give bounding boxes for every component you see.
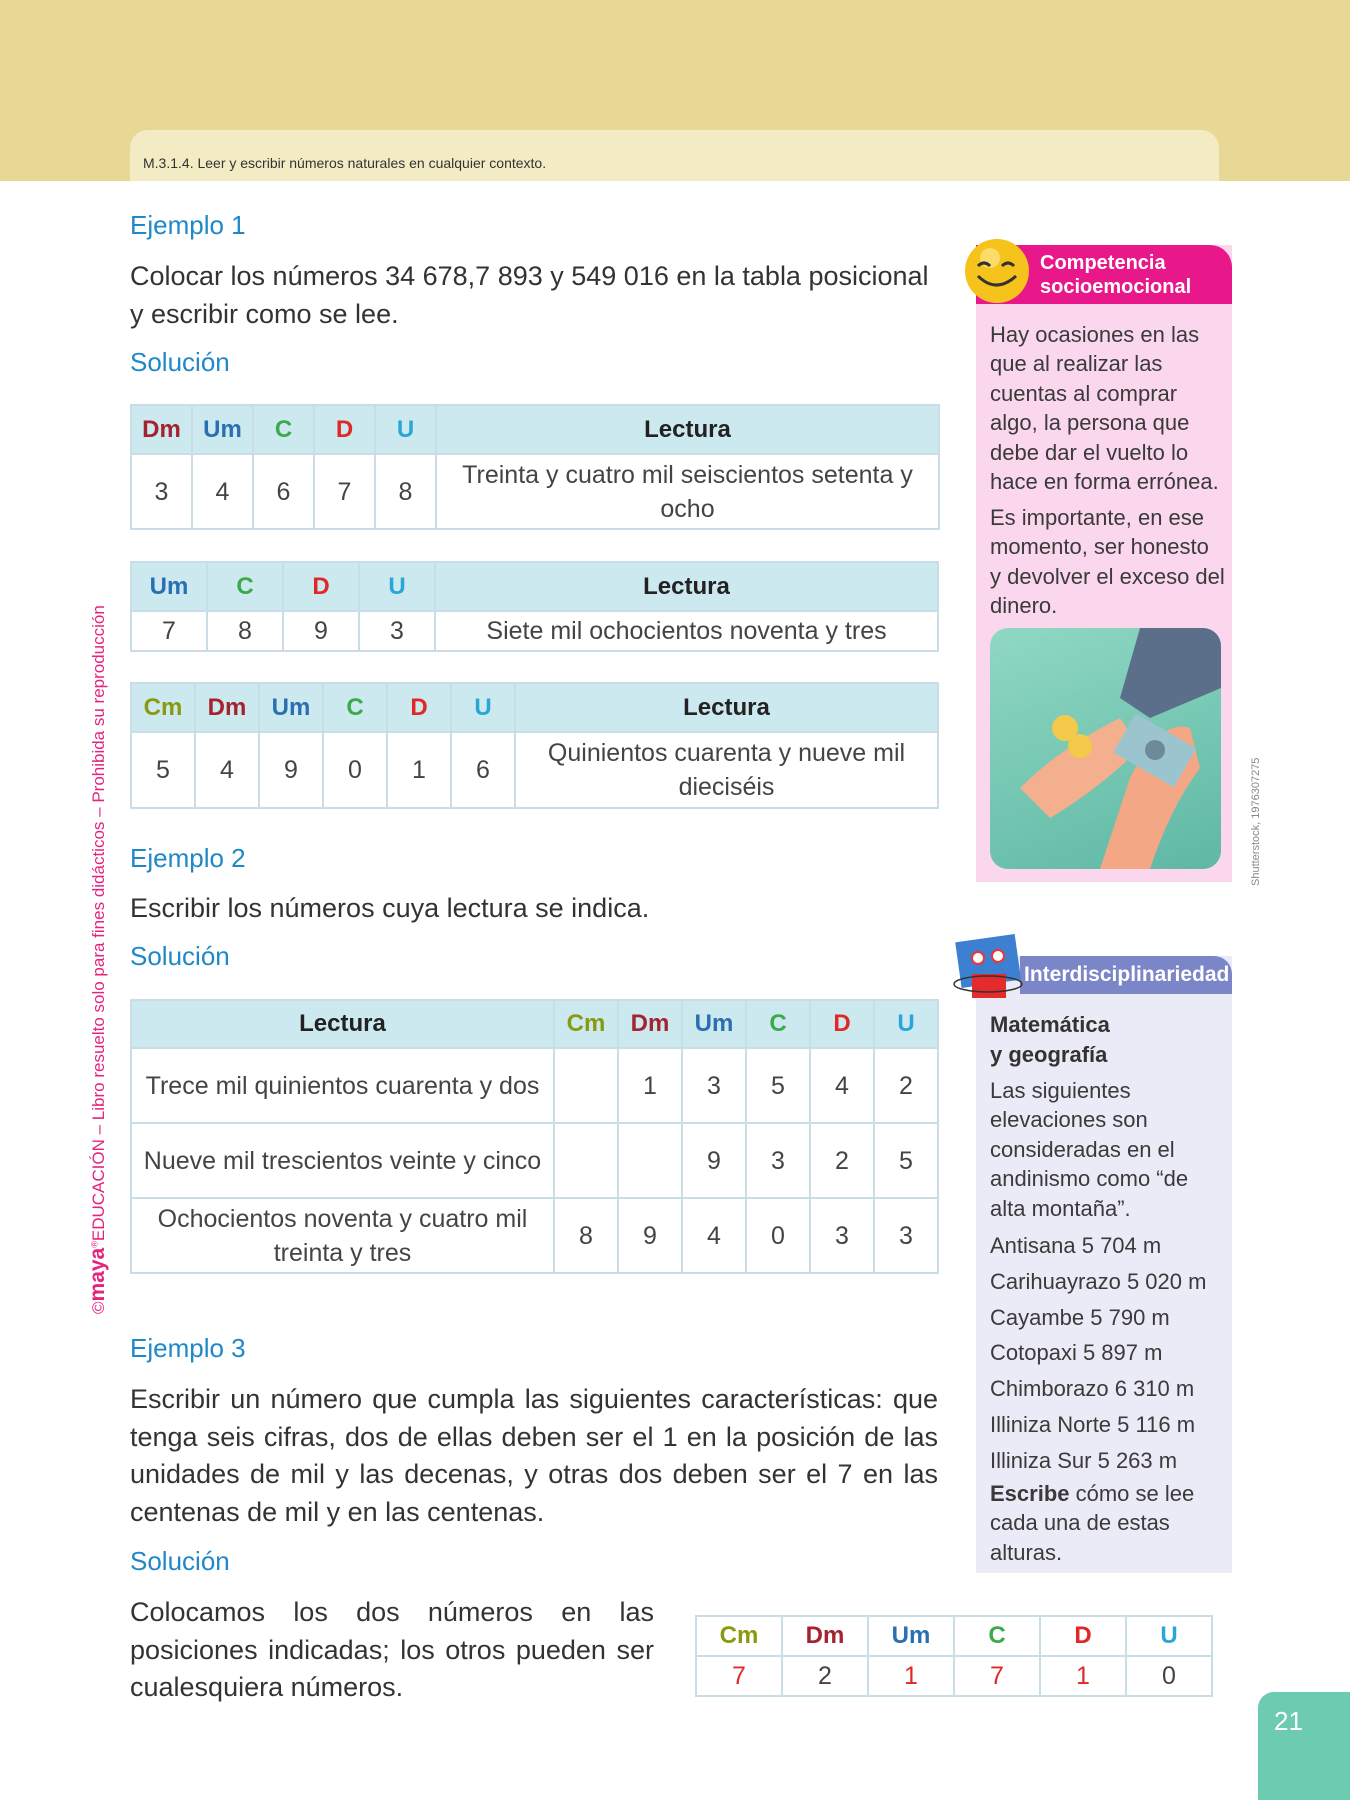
lectura-cell: Trece mil quinientos cuarenta y dos — [131, 1048, 554, 1123]
example3-text: Escribir un número que cumpla las siguientes características: que tenga seis cifras, dos de ellas deben ser el 1 en la posición de las unidades de mil y las decenas, y otras dos deben ser el 7 en las centenas de mil y en las centenas. — [130, 1384, 938, 1527]
place-header-u: U — [451, 683, 515, 732]
place-header-u: U — [359, 562, 435, 611]
example3-solution: Solución — [130, 1546, 230, 1576]
place-header-cm: Cm — [131, 683, 195, 732]
place-value-table-2 — [130, 561, 939, 652]
place-header-d: D — [314, 405, 375, 454]
place-header-dm: Dm — [782, 1616, 868, 1656]
digit-cell: 3 — [746, 1123, 810, 1198]
peak-item: Illiniza Norte 5 116 m — [990, 1411, 1196, 1437]
lectura-header: Lectura — [435, 562, 938, 611]
lectura-cell: Ochocientos noventa y cuatro mil treinta y tres — [131, 1198, 554, 1273]
digit-cell: 9 — [259, 732, 323, 808]
place-header-d: D — [810, 1000, 874, 1048]
digit-cell: 8 — [207, 611, 283, 651]
interdisciplinary-header: Interdisciplinariedad — [1020, 956, 1232, 994]
example2-text: Escribir los números cuya lectura se indica. — [130, 893, 650, 923]
digit-cell: 8 — [375, 454, 436, 529]
peak-item: Chimborazo 6 310 m — [990, 1376, 1195, 1402]
digit-cell: 3 — [682, 1048, 746, 1123]
table-row — [696, 1656, 1212, 1696]
digit-cell: 6 — [253, 454, 314, 529]
place-header-um: Um — [192, 405, 253, 454]
digit-cell: 3 — [874, 1198, 938, 1273]
reading-table — [130, 999, 939, 1274]
digit-cell: 6 — [451, 732, 515, 808]
competencia-p1: Hay ocasiones en las que al realizar las cuentas al comprar algo, la persona que debe dar el vuelto lo hace en forma errónea. — [990, 322, 1219, 495]
subject-line-1: Matemática — [990, 1012, 1110, 1037]
digit-cell: 0 — [1126, 1656, 1212, 1696]
example3-title: Ejemplo 3 — [130, 1333, 246, 1363]
digit-cell: 8 — [554, 1198, 618, 1273]
place-header-cm: Cm — [554, 1000, 618, 1048]
image-credit: Shutterstock, 1976307275 — [1250, 757, 1262, 886]
digit-cell: 3 — [810, 1198, 874, 1273]
digit-cell: 9 — [283, 611, 359, 651]
place-header-d: D — [387, 683, 451, 732]
book-mascot-icon — [952, 930, 1024, 1010]
place-header-dm: Dm — [618, 1000, 682, 1048]
example2-title: Ejemplo 2 — [130, 843, 246, 873]
skill-code: M.3.1.4. Leer y escribir números naturales en cualquier contexto. — [143, 155, 547, 171]
notice-text: EDUCACIÓN – Libro resuelto solo para fines didácticos – Prohibida su reproducción — [89, 605, 108, 1242]
smiley-icon — [962, 236, 1032, 306]
digit-cell: 7 — [131, 611, 207, 651]
digit-cell: 3 — [359, 611, 435, 651]
place-header-c: C — [746, 1000, 810, 1048]
place-header-c: C — [253, 405, 314, 454]
digit-cell: 1 — [868, 1656, 954, 1696]
place-header-um: Um — [259, 683, 323, 732]
peak-item: Illiniza Sur 5 263 m — [990, 1447, 1178, 1473]
digit-cell: 5 — [131, 732, 195, 808]
place-header-um: Um — [682, 1000, 746, 1048]
lectura-cell: Nueve mil trescientos veinte y cinco — [131, 1123, 554, 1198]
digit-cell: 1 — [1040, 1656, 1126, 1696]
digit-cell: 4 — [810, 1048, 874, 1123]
digit-cell: 4 — [682, 1198, 746, 1273]
competencia-title-2: socioemocional — [1040, 276, 1192, 298]
table-header-row — [131, 683, 938, 732]
table-row — [131, 732, 938, 808]
digit-cell: 9 — [618, 1198, 682, 1273]
peak-item: Antisana 5 704 m — [990, 1233, 1162, 1258]
copyright-symbol: © — [89, 1301, 108, 1314]
place-header-u: U — [1126, 1616, 1212, 1656]
digit-cell — [618, 1123, 682, 1198]
table-header-row — [131, 405, 939, 454]
lectura-header: Lectura — [436, 405, 939, 454]
digit-cell: 1 — [387, 732, 451, 808]
answer-table — [695, 1615, 1213, 1697]
place-value-table-1 — [130, 404, 940, 530]
digit-cell: 7 — [954, 1656, 1040, 1696]
interdisciplinary-intro: Las siguientes elevaciones son consideradas en el andinismo como “de alta montaña”. — [990, 1078, 1189, 1221]
place-header-u: U — [874, 1000, 938, 1048]
place-header-um: Um — [131, 562, 207, 611]
place-value-table-3 — [130, 682, 939, 809]
table-row — [131, 454, 939, 529]
task-text: cómo se lee cada una de estas alturas. — [990, 1481, 1195, 1565]
digit-cell: 7 — [314, 454, 375, 529]
place-header-c: C — [207, 562, 283, 611]
table-row — [131, 1123, 938, 1198]
digit-cell: 2 — [810, 1123, 874, 1198]
place-header-c: C — [323, 683, 387, 732]
task-bold: Escribe — [990, 1481, 1070, 1506]
place-header-dm: Dm — [131, 405, 192, 454]
competencia-title-1: Competencia — [1040, 252, 1166, 274]
lectura-cell: Treinta y cuatro mil seiscientos setenta y ocho — [436, 454, 939, 529]
page-number: 21 — [1258, 1692, 1350, 1800]
peak-list — [990, 1228, 1230, 1479]
place-header-d: D — [1040, 1616, 1126, 1656]
interdisciplinary-task — [990, 1479, 1225, 1567]
table-row — [131, 611, 938, 651]
hands-money-image — [990, 628, 1221, 869]
table-header-row — [131, 562, 938, 611]
digit-cell — [554, 1048, 618, 1123]
digit-cell: 0 — [746, 1198, 810, 1273]
competencia-p2: Es importante, en ese momento, ser honesto y devolver el exceso del dinero. — [990, 505, 1225, 619]
digit-cell: 9 — [682, 1123, 746, 1198]
digit-cell: 0 — [323, 732, 387, 808]
digit-cell — [554, 1123, 618, 1198]
digit-cell: 7 — [696, 1656, 782, 1696]
table-row — [131, 1198, 938, 1273]
place-header-dm: Dm — [195, 683, 259, 732]
interdisciplinary-subject — [990, 1010, 1110, 1070]
table-header-row — [696, 1616, 1212, 1656]
lectura-header: Lectura — [515, 683, 938, 732]
brand-logo: maya — [86, 1247, 109, 1302]
digit-cell: 5 — [746, 1048, 810, 1123]
example1-solution: Solución — [130, 347, 230, 377]
lectura-cell: Quinientos cuarenta y nueve mil dieciséis — [515, 732, 938, 808]
place-header-cm: Cm — [696, 1616, 782, 1656]
peak-item: Carihuayrazo 5 020 m — [990, 1268, 1207, 1294]
place-header-d: D — [283, 562, 359, 611]
example1-text: Colocar los números 34 678,7 893 y 549 016 en la tabla posicional y escribir como se lee. — [130, 261, 929, 329]
place-header-u: U — [375, 405, 436, 454]
table-row — [131, 1048, 938, 1123]
place-header-um: Um — [868, 1616, 954, 1656]
digit-cell: 5 — [874, 1123, 938, 1198]
digit-cell: 1 — [618, 1048, 682, 1123]
digit-cell: 4 — [192, 454, 253, 529]
digit-cell: 2 — [782, 1656, 868, 1696]
lectura-cell: Siete mil ochocientos noventa y tres — [435, 611, 938, 651]
digit-cell: 4 — [195, 732, 259, 808]
lectura-header: Lectura — [131, 1000, 554, 1048]
example2-solution: Solución — [130, 941, 230, 971]
peak-item: Cayambe 5 790 m — [990, 1304, 1170, 1330]
place-header-c: C — [954, 1616, 1040, 1656]
subject-line-2: y geografía — [990, 1042, 1108, 1067]
example3-answer: Colocamos los dos números en las posiciones indicadas; los otros pueden ser cualesquiera números. — [130, 1597, 654, 1702]
table-header-row — [131, 1000, 938, 1048]
digit-cell: 2 — [874, 1048, 938, 1123]
digit-cell: 3 — [131, 454, 192, 529]
example1-title: Ejemplo 1 — [130, 210, 246, 240]
copyright-notice: ©maya®EDUCACIÓN – Libro resuelto solo para fines didácticos – Prohibida su reproducción — [86, 605, 109, 1314]
peak-item: Cotopaxi 5 897 m — [990, 1340, 1163, 1366]
